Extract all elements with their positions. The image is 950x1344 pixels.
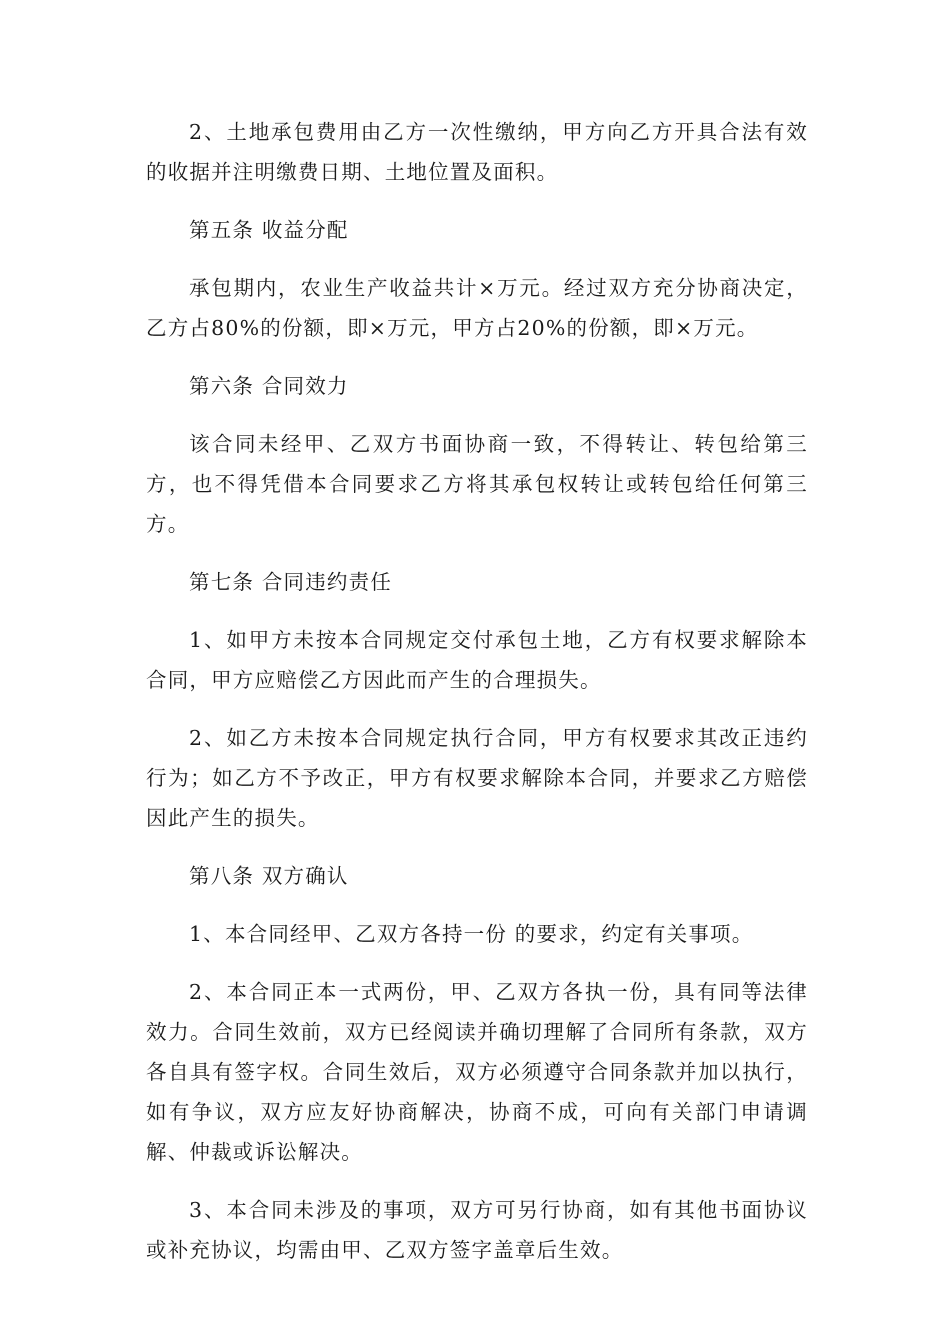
clause-8-item-3: 3、本合同未涉及的事项，双方可另行协商，如有其他书面协议或补充协议，均需由甲、乙双方签字盖章后生效。 xyxy=(146,1198,808,1262)
clause-5-text: 承包期内，农业生产收益共计×万元。经过双方充分协商决定，乙方占80%的份额，即×万元，甲方占20%的份额，即×万元。 xyxy=(146,276,808,340)
clause-7-item-1: 1、如甲方未按本合同规定交付承包土地，乙方有权要求解除本合同，甲方应赔偿乙方因此而产生的合理损失。 xyxy=(146,628,808,692)
article-6-heading: 第六条 合同效力 xyxy=(189,374,349,398)
article-7-heading: 第七条 合同违约责任 xyxy=(189,570,393,594)
clause-6-text: 该合同未经甲、乙双方书面协商一致，不得转让、转包给第三方，也不得凭借本合同要求乙方将其承包权转让或转包给任何第三方。 xyxy=(146,432,808,536)
article-8-heading: 第八条 双方确认 xyxy=(189,864,349,888)
clause-8-item-1: 1、本合同经甲、乙双方各持一份 的要求，约定有关事项。 xyxy=(189,922,754,946)
clause-8-item-2: 2、本合同正本一式两份，甲、乙双方各执一份，具有同等法律效力。合同生效前，双方已经阅读并确切理解了合同所有条款，双方各自具有签字权。合同生效后，双方必须遵守合同条款并加以执行，如有争议，双方应友好协商解决，协商不成，可向有关部门申请调解、仲裁或诉讼解决。 xyxy=(146,980,808,1164)
clause-7-item-2: 2、如乙方未按本合同规定执行合同，甲方有权要求其改正违约行为；如乙方不予改正，甲方有权要求解除本合同，并要求乙方赔偿因此产生的损失。 xyxy=(146,726,808,830)
article-5-heading: 第五条 收益分配 xyxy=(189,218,349,242)
clause-4-item-2: 2、土地承包费用由乙方一次性缴纳，甲方向乙方开具合法有效的收据并注明缴费日期、土地位置及面积。 xyxy=(146,120,808,184)
document-body xyxy=(146,112,808,1288)
